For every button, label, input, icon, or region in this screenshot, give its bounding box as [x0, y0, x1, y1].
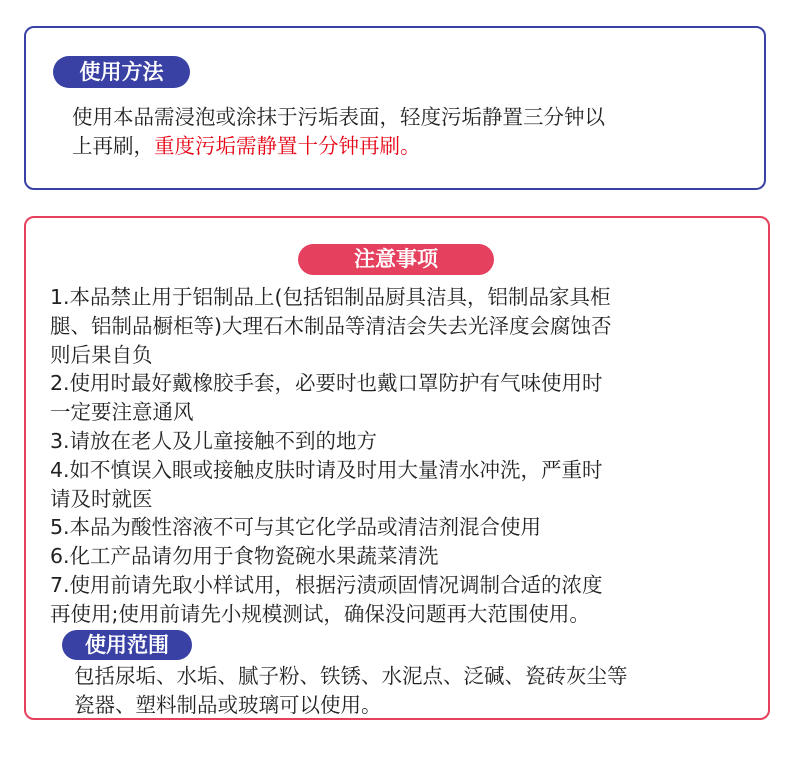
scope-line-1: 包括尿垢、水垢、腻子粉、铁锈、水泥点、泛碱、瓷砖灰尘等	[74, 664, 628, 688]
precaution-line: 一定要注意通风	[50, 400, 194, 425]
usage-line-2	[72, 132, 605, 161]
usage-highlight-text: 重度污垢需静置十分钟再刷。	[154, 134, 421, 158]
usage-method-title: 使用方法	[53, 56, 190, 88]
precaution-line: 5.本品为酸性溶液不可与其它化学品或清洁剂混合使用	[50, 515, 542, 540]
precaution-line: 1.本品禁止用于铝制品上(包括铝制品厨具洁具，铝制品家具柜	[50, 285, 611, 309]
precaution-line: 6.化工产品请勿用于食物瓷碗水果蔬菜清洗	[50, 544, 439, 569]
precautions-list	[50, 283, 612, 629]
precaution-line: 7.使用前请先取小样试用，根据污渍顽固情况调制合适的浓度	[50, 572, 603, 597]
precaution-line: 腿、铝制品橱柜等)大理石木制品等清洁会失去光泽度会腐蚀否	[50, 313, 612, 338]
precaution-line: 再使用;使用前请先小规模测试，确保没问题再大范围使用。	[50, 601, 590, 626]
scope-line-2: 瓷器、塑料制品或玻璃可以使用。	[74, 693, 382, 717]
usage-line-2-text: 上再刷，	[72, 134, 154, 158]
precautions-title: 注意事项	[298, 244, 494, 275]
precaution-line: 3.请放在老人及儿童接触不到的地方	[50, 428, 378, 453]
usage-line-1: 使用本品需浸泡或涂抹于污垢表面，轻度污垢静置三分钟以	[72, 105, 605, 129]
usage-method-text	[72, 103, 605, 161]
usage-scope-title: 使用范围	[62, 630, 192, 660]
precaution-line: 2.使用时最好戴橡胶手套，必要时也戴口罩防护有气味使用时	[50, 371, 603, 396]
precaution-line: 请及时就医	[50, 486, 153, 511]
precaution-line: 4.如不慎误入眼或接触皮肤时请及时用大量清水冲洗，严重时	[50, 457, 603, 482]
precaution-line: 则后果自负	[50, 342, 153, 367]
usage-scope-text	[74, 662, 628, 720]
